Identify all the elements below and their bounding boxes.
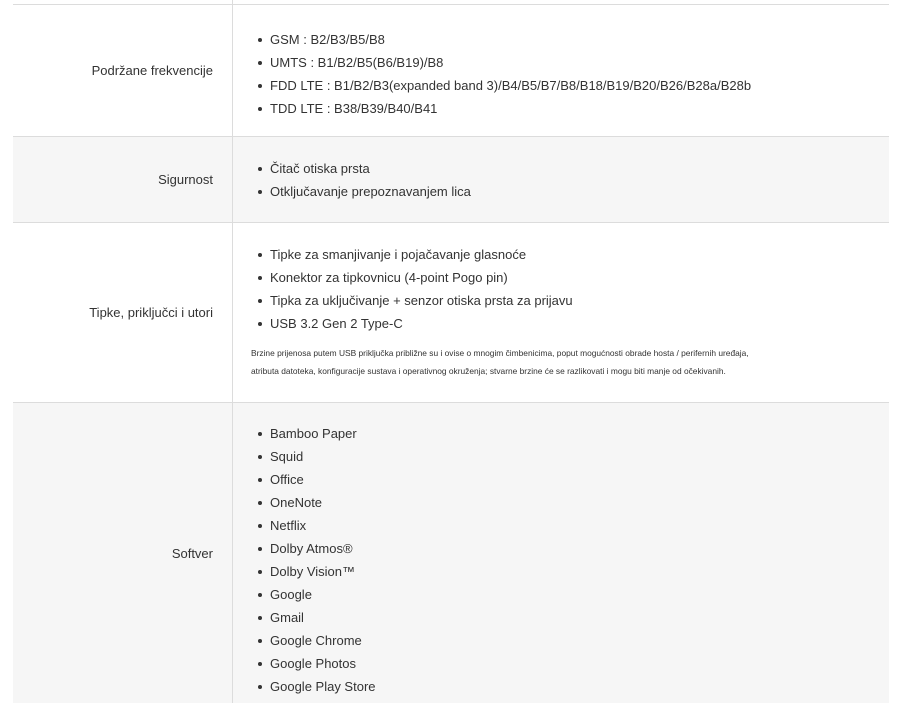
list-item: Gmail <box>255 606 889 629</box>
list-item: Tipke za smanjivanje i pojačavanje glasnoće <box>255 243 889 266</box>
list-item: Google <box>255 583 889 606</box>
spec-label-frequencies: Podržane frekvencije <box>91 63 213 78</box>
list-item: FDD LTE : B1/B2/B3(expanded band 3)/B4/B5/B7/B8/B18/B19/B20/B26/B28a/B28b <box>255 74 889 97</box>
spec-value-software <box>232 403 889 703</box>
spec-row-ports <box>13 223 889 403</box>
list-item: USB 3.2 Gen 2 Type-C <box>255 312 889 335</box>
security-list <box>255 157 889 203</box>
list-item: Dolby Atmos® <box>255 537 889 560</box>
spec-row-frequencies <box>13 5 889 137</box>
spec-label-ports: Tipke, priključci i utori <box>89 305 213 320</box>
spec-row-software <box>13 403 889 703</box>
frequency-list <box>255 28 889 120</box>
list-item: UMTS : B1/B2/B5(B6/B19)/B8 <box>255 51 889 74</box>
spec-label-software: Softver <box>171 545 213 561</box>
list-item: Čitač otiska prsta <box>255 157 889 180</box>
ports-list <box>255 243 889 335</box>
spec-value-frequencies <box>232 5 889 136</box>
list-item: Otključavanje prepoznavanjem lica <box>255 180 889 203</box>
list-item: Konektor za tipkovnicu (4-point Pogo pin) <box>255 266 889 289</box>
list-item: OneNote <box>255 491 889 514</box>
spec-table <box>13 0 889 703</box>
spec-value-security <box>232 137 889 222</box>
list-item: TDD LTE : B38/B39/B40/B41 <box>255 97 889 120</box>
list-item: Dolby Vision™ <box>255 560 889 583</box>
software-list <box>255 422 889 698</box>
list-item: Google Chrome <box>255 629 889 652</box>
usb-speed-note-line-2: atributa datoteka, konfiguracije sustava i operativnog okruženja; stvarne brzine će se razlikovati i mogu biti manje od očekivanih. <box>251 366 726 376</box>
list-item: Bamboo Paper <box>255 422 889 445</box>
list-item: Google Play Store <box>255 675 889 698</box>
spec-row-security <box>13 137 889 223</box>
list-item: Google Photos <box>255 652 889 675</box>
spec-label <box>13 0 232 4</box>
spec-label-security: Sigurnost <box>158 172 213 187</box>
list-item: Squid <box>255 445 889 468</box>
spec-value-ports <box>232 223 889 402</box>
spec-value <box>232 0 889 4</box>
list-item: GSM : B2/B3/B5/B8 <box>255 28 889 51</box>
usb-speed-note-line-1: Brzine prijenosa putem USB priključka približne su i ovise o mnogim čimbenicima, poput mogućnosti obrade hosta / perifernih uređaja, <box>251 348 749 358</box>
list-item: Tipka za uključivanje + senzor otiska prsta za prijavu <box>255 289 889 312</box>
list-item: Office <box>255 468 889 491</box>
list-item: Netflix <box>255 514 889 537</box>
